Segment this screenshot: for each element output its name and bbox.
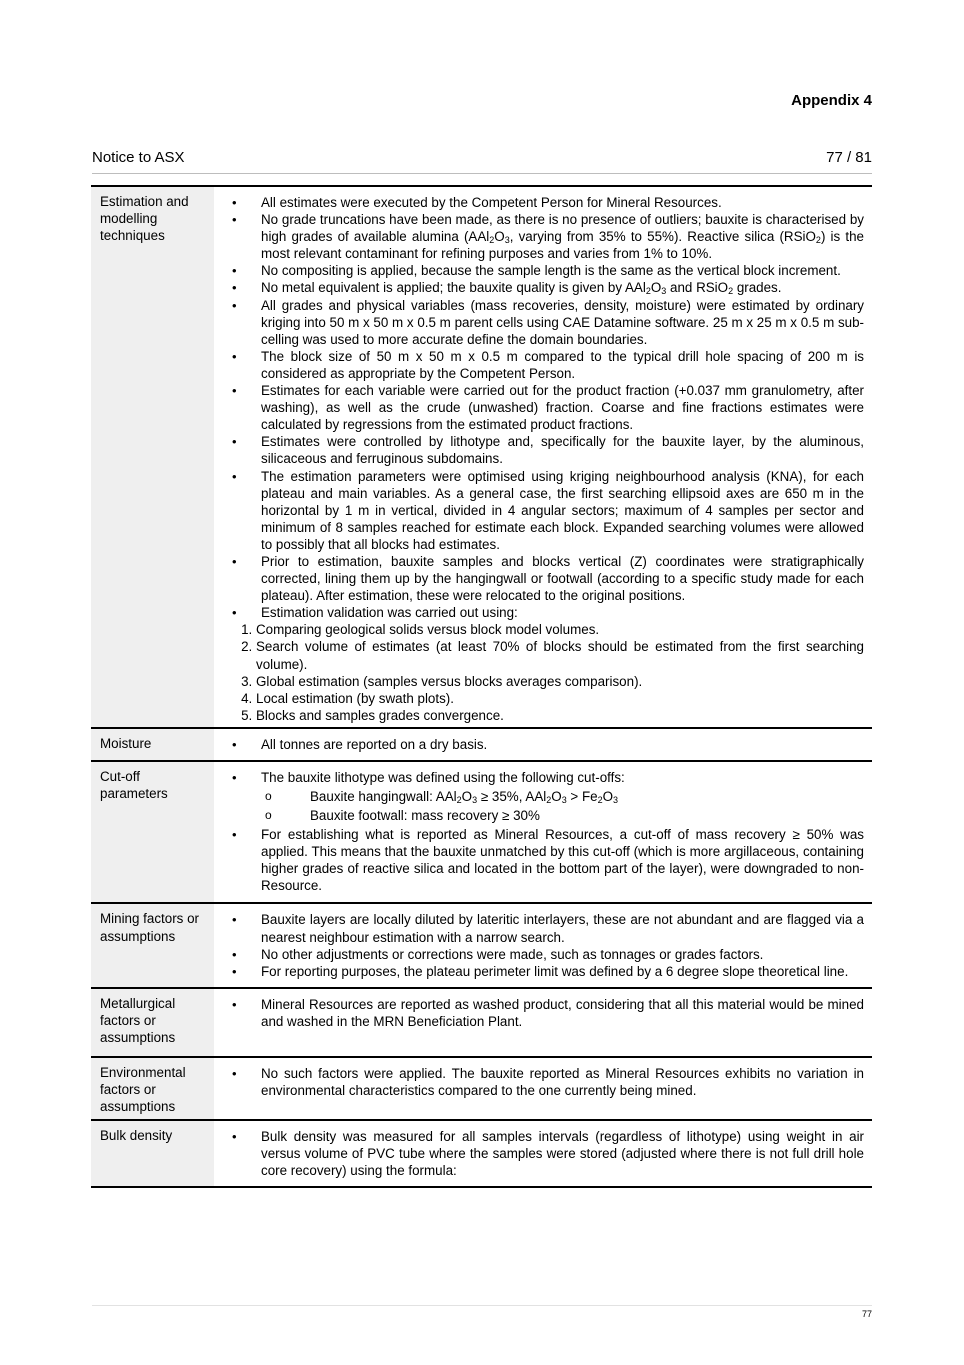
list-item: • The block size of 50 m x 50 m x 0.5 m compared to the typical drill hole spacing of 200 m is considered as appropriate by the Competent Person.: [214, 348, 864, 382]
numbered-item: 4. Local estimation (by swath plots).: [256, 690, 864, 707]
header-divider: [92, 173, 872, 174]
list-item: • Estimates for each variable were carried out for the product fraction (+0.037 mm granulometry, after washing), as well as the crude (unwashed) fraction. Coarse and fine fractions estimates were calculated by regressions from the estimated product fractions.: [214, 382, 864, 433]
sub-list-item: o Bauxite hangingwall: $AAl_2O_3 \ge 35\%$, $AAl_2O_3 > Fe_2O_3$: [261, 787, 864, 806]
document-title: Notice to ASX: [92, 149, 185, 166]
table-row-moisture: [91, 728, 872, 761]
jorc-table: [91, 185, 872, 1188]
footer-divider: [92, 1305, 872, 1306]
list-item: • Prior to estimation, bauxite samples and blocks vertical (Z) coordinates were stratigraphically corrected, lining them up by the hangingwall or footwall (according to a specific study made for each plateau). After estimation, these were relocated to the original positions.: [214, 553, 864, 604]
row-content: [214, 186, 872, 728]
list-item: • Bulk density was measured for all samples intervals (regardless of lithotype) using weight in air versus volume of PVC tube where the samples were stored (adjusted where there is not full drill hole core recovery) using the formula:: [214, 1128, 864, 1179]
row-label: Mining factors or assumptions: [91, 903, 214, 987]
list-item: • No metal equivalent is applied; the bauxite quality is given by $AAl_2O_3$ and RSiO$_2$ grades.: [214, 279, 864, 296]
row-label: Cut-off parameters: [91, 761, 214, 903]
row-label: Moisture: [91, 728, 214, 761]
table-row-estimation: [91, 186, 872, 728]
sub-list-item: o Bauxite footwall: mass recovery ≥ 30%: [261, 806, 864, 825]
row-label: Environmental factors or assumptions: [91, 1057, 214, 1120]
row-label: Metallurgical factors or assumptions: [91, 988, 214, 1057]
row-content: [214, 761, 872, 903]
row-content: [214, 903, 872, 987]
row-content: [214, 1120, 872, 1187]
list-item: • For establishing what is reported as Mineral Resources, a cut-off of mass recovery ≥ 50% was applied. This means that the bauxite unmatched by this cut-off (which is more argillaceous, containing higher grades of reactive silica and located in the bottom part of the layer), were downgraded to non-Resource.: [214, 826, 864, 894]
list-item: • No other adjustments or corrections were made, such as tonnages or grades factors.: [214, 946, 864, 963]
list-item: • All grades and physical variables (mass recoveries, density, moisture) were estimated by ordinary kriging into 50 m x 50 m x 0.5 m parent cells using CAE Datamine software. 25 m x 25 m x 0.5 m sub-celling was used to more accurate define the domain boundaries.: [214, 297, 864, 348]
row-content: [214, 1057, 872, 1120]
table-row-mining: [91, 903, 872, 987]
numbered-item: 3. Global estimation (samples versus blocks averages comparison).: [256, 673, 864, 690]
list-item: • Mineral Resources are reported as washed product, considering that all this material would be mined and washed in the MRN Beneficiation Plant.: [214, 996, 864, 1030]
list-item: • No such factors were applied. The bauxite reported as Mineral Resources exhibits no variation in environmental characteristics compared to the one currently being mined.: [214, 1065, 864, 1099]
footer-page-number: 77: [861, 1309, 872, 1319]
row-label: Estimation and modelling techniques: [91, 186, 214, 728]
list-item: • All estimates were executed by the Competent Person for Mineral Resources.: [214, 194, 864, 211]
numbered-item: 2. Search volume of estimates (at least 70% of blocks should be estimated from the first searching volume).: [256, 638, 864, 672]
table-row-cutoff: [91, 761, 872, 903]
list-item: • Estimates were controlled by lithotype and, specifically for the bauxite layer, by the aluminous, silicaceous and ferruginous subdomains.: [214, 433, 864, 467]
appendix-title: Appendix 4: [791, 92, 872, 109]
list-item: • No compositing is applied, because the sample length is the same as the vertical block increment.: [214, 262, 864, 279]
numbered-item: 5. Blocks and samples grades convergence.: [256, 707, 864, 724]
list-item: • Bauxite layers are locally diluted by lateritic interlayers, these are not abundant and are flagged via a nearest neighbour estimation with a narrow search.: [214, 911, 864, 945]
numbered-item: 1. Comparing geological solids versus block model volumes.: [256, 621, 864, 638]
list-item: • No grade truncations have been made, as there is no presence of outliers; bauxite is characterised by high grades of available alumina ($AAl_2O_3$, varying from 35% to 55%). Reactive silica (RSiO$_2$) is the most relevant contaminant for refining purposes and varies from 1% to 10%.: [214, 211, 864, 262]
row-content: [214, 728, 872, 761]
list-item: • For reporting purposes, the plateau perimeter limit was defined by a 6 degree slope theoretical line.: [214, 963, 864, 980]
list-item: • The bauxite lithotype was defined using the following cut-offs: o Bauxite hangingwall: $AAl_2O_3 \ge 35\%$, $AAl_2O_3 > Fe_2O_3$ o Bauxite footwall: mass recovery ≥ 30%: [214, 769, 864, 825]
list-item: • The estimation parameters were optimised using kriging neighbourhood analysis (KNA), for each plateau and main variables. As a general case, the first searching ellipsoid axes are 650 m in the horizontal by 1 m in vertical, divided in 4 angular sectors; maximum of 4 samples per sector and minimum of 8 samples reached for estimate each block. Expanded searching volumes were allowed to possibly that all blocks had estimates.: [214, 468, 864, 553]
row-label: Bulk density: [91, 1120, 214, 1187]
page-header: [92, 149, 872, 166]
table-row-metallurgical: [91, 988, 872, 1057]
page-counter: 77 / 81: [826, 149, 872, 166]
table-row-environmental: [91, 1057, 872, 1120]
row-content: [214, 988, 872, 1057]
list-item: • Estimation validation was carried out using: 1. Comparing geological solids versus block model volumes. 2. Search volume of estimates (at least 70% of blocks should be estimated from the first searching volume). 3. Global estimation (samples versus blocks averages comparison). 4. Local estimation (by swath plots). 5. Blocks and samples grades convergence.: [214, 604, 864, 724]
table-row-bulk-density: [91, 1120, 872, 1187]
list-item: • All tonnes are reported on a dry basis.: [214, 736, 864, 753]
